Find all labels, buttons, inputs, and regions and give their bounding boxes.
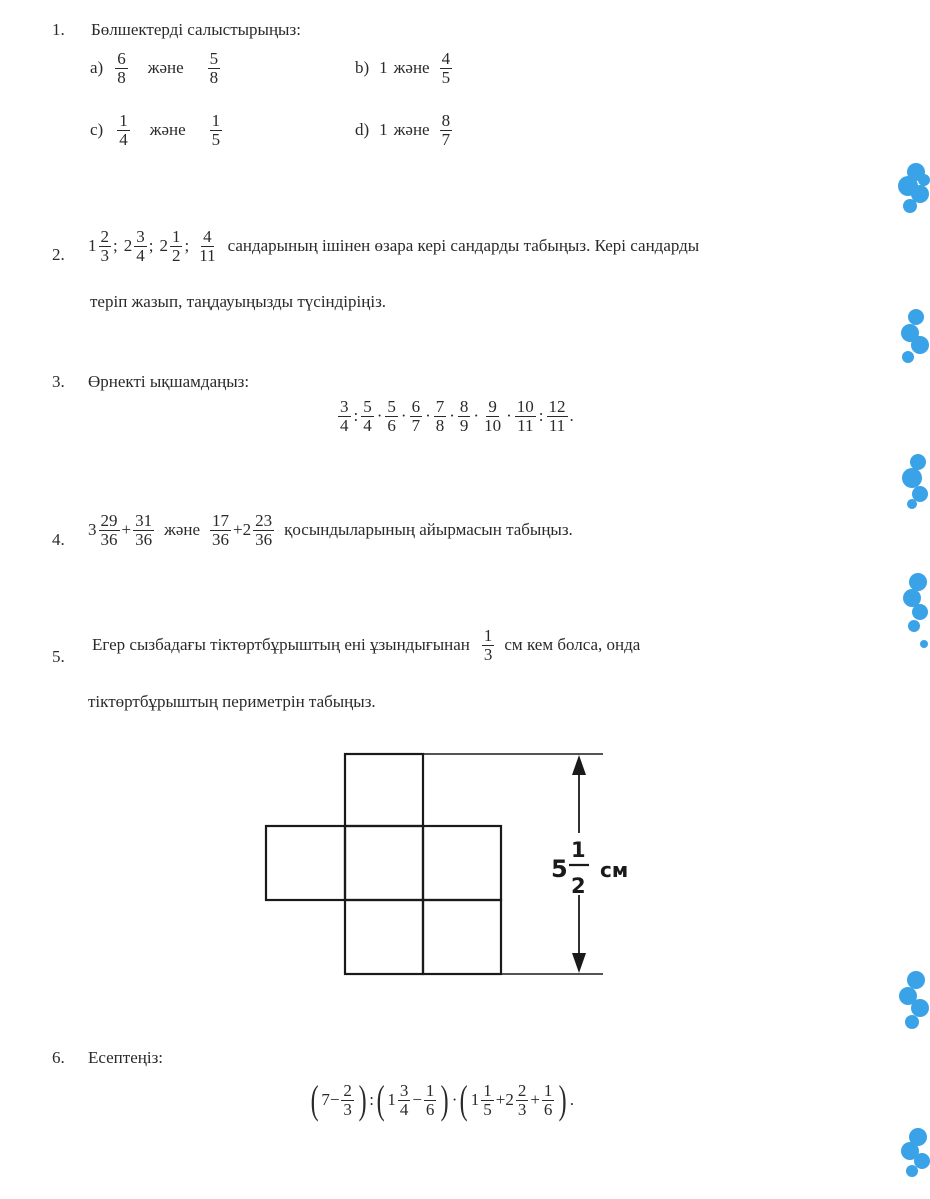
problem-5-text-3: тіктөртбұрыштың периметрін табыңыз.	[88, 692, 376, 711]
fraction: $\frac{1}{5}$	[483, 1080, 492, 1119]
fraction: $\frac{5}{6}$	[387, 397, 396, 435]
problem-1-title: Бөлшектерді салыстырыңыз:	[91, 20, 301, 39]
separator: ;	[184, 236, 190, 256]
problem-3-title: Өрнекті ықшамдаңыз:	[88, 372, 250, 391]
arrow-up	[572, 755, 586, 775]
fraction: $\frac{3}{4}$	[340, 397, 349, 435]
fraction: $\frac{2}{3}$	[517, 1080, 527, 1119]
dimension-unit: см	[600, 858, 629, 882]
whole-number: 2	[123, 236, 133, 256]
word-and: және	[393, 120, 430, 140]
operator: ·	[449, 406, 455, 426]
problem-2-text-2: теріп жазып, таңдауыңызды түсіндіріңіз.	[90, 292, 387, 311]
whole-number: 1	[387, 1090, 396, 1109]
word-and: және	[393, 58, 430, 78]
operator: ·	[376, 406, 383, 426]
dimension-denominator: 2	[571, 874, 586, 898]
fraction: $\frac{4}{11}$	[199, 227, 216, 265]
operator: +	[495, 1090, 506, 1109]
blue-blob-icon	[900, 570, 930, 654]
problem-6-number: 6.	[52, 1048, 65, 1067]
whole-number: 1	[379, 58, 388, 78]
separator: ;	[113, 236, 118, 256]
operator: −	[329, 1090, 340, 1109]
problem-5-text-2: см кем болса, онда	[504, 635, 641, 655]
blue-blob-icon	[896, 160, 930, 220]
dimension-whole: 5	[551, 855, 568, 883]
problem-1-item-d	[355, 112, 454, 149]
item-label: d)	[355, 120, 370, 140]
end-period: .	[569, 406, 574, 426]
operator: :	[538, 406, 544, 426]
fraction: $\frac{3}{4}$	[399, 1080, 409, 1119]
problem-2-text-1: сандарының ішінен өзара кері сандарды табыңыз. Кері сандарды	[227, 236, 700, 256]
fraction: $\frac{5}{4}$	[363, 397, 372, 435]
whole-number: 1	[470, 1090, 480, 1109]
whole-number: 3	[88, 520, 97, 540]
fraction: $\frac{12}{11}$	[548, 397, 566, 435]
problem-5-number: 5.	[52, 647, 65, 666]
word-and: және	[164, 520, 201, 540]
word-and: және	[147, 58, 184, 78]
operator: ·	[400, 406, 407, 426]
operator: +	[530, 1090, 540, 1109]
open-paren: (	[310, 1077, 319, 1122]
problem-4-number: 4.	[52, 530, 65, 549]
item-label: a)	[90, 58, 104, 78]
blue-blob-icon	[898, 305, 930, 367]
number: 7	[321, 1090, 330, 1109]
separator: ;	[148, 236, 154, 256]
problem-5-text-1: Егер сызбадағы тіктөртбұрыштың ені ұзындығынан	[92, 635, 470, 655]
problem-6-expression	[308, 1077, 574, 1122]
fraction: $\frac{1}{3}$	[483, 626, 493, 664]
whole-number: 2	[242, 520, 252, 540]
fraction: $\frac{7}{8}$	[435, 397, 445, 435]
fraction: $\frac{2}{3}$	[343, 1080, 352, 1119]
operator: ·	[506, 406, 512, 426]
fraction: $\frac{4}{5}$	[441, 49, 451, 87]
fraction: $\frac{23}{36}$	[255, 511, 273, 549]
close-paren: )	[441, 1077, 450, 1122]
fraction: $\frac{9}{10}$	[484, 397, 502, 435]
close-paren: )	[559, 1077, 568, 1122]
whole-number: 1	[379, 120, 388, 140]
open-paren: (	[376, 1077, 385, 1122]
fraction: $\frac{6}{8}$	[117, 49, 126, 87]
fraction: $\frac{5}{8}$	[209, 49, 219, 87]
operator: :	[353, 406, 359, 426]
item-label: b)	[355, 58, 370, 78]
blue-blob-icon	[898, 1125, 930, 1181]
problem-3-expression	[336, 398, 574, 435]
open-paren: (	[460, 1077, 469, 1122]
dimension-numerator: 1	[571, 838, 586, 862]
operator: −	[412, 1090, 422, 1109]
fraction: $\frac{1}{6}$	[425, 1080, 435, 1119]
arrow-down	[572, 953, 586, 973]
problem-1-item-a	[90, 50, 222, 87]
whole-number: 1	[88, 236, 97, 256]
whole-number: 2	[159, 236, 168, 256]
problem-2-line-1	[88, 228, 699, 265]
end-period: .	[569, 1090, 574, 1109]
fraction: $\frac{29}{36}$	[100, 511, 118, 549]
problem-4-expression	[88, 512, 573, 549]
problem-4-text: қосындыларының айырмасын табыңыз.	[284, 520, 573, 540]
fraction: $\frac{31}{36}$	[135, 511, 153, 549]
operator: ·	[425, 406, 431, 426]
problem-6-title: Есептеңіз:	[88, 1048, 164, 1067]
problem-1-number: 1.	[52, 20, 65, 39]
problem-1-item-b	[355, 50, 454, 87]
operator: +	[121, 520, 132, 540]
fraction: $\frac{3}{4}$	[136, 227, 145, 265]
fraction: $\frac{1}{2}$	[171, 227, 181, 265]
operator: ·	[451, 1090, 458, 1109]
fraction: $\frac{2}{3}$	[100, 227, 109, 265]
blue-blob-icon	[898, 968, 930, 1034]
fraction: $\frac{6}{7}$	[411, 397, 421, 435]
whole-number: 2	[505, 1090, 514, 1109]
cross-shape-figure	[255, 745, 675, 985]
fraction: $\frac{8}{9}$	[459, 397, 469, 435]
fraction: $\frac{10}{11}$	[516, 397, 534, 435]
problem-5-line-1	[92, 627, 640, 664]
fraction: $\frac{1}{5}$	[211, 111, 221, 149]
item-label: c)	[90, 120, 104, 140]
operator: ·	[473, 406, 480, 426]
operator: +	[233, 520, 243, 540]
fraction: $\frac{17}{36}$	[212, 511, 230, 549]
fraction: $\frac{8}{7}$	[441, 111, 451, 149]
close-paren: )	[358, 1077, 367, 1122]
problem-2-number: 2.	[52, 245, 65, 264]
fraction: $\frac{1}{6}$	[543, 1080, 553, 1119]
problem-1-item-c	[90, 112, 224, 149]
operator: :	[369, 1090, 374, 1109]
fraction: $\frac{1}{4}$	[119, 111, 128, 149]
blue-blob-icon	[900, 450, 930, 512]
problem-3-number: 3.	[52, 372, 65, 391]
word-and: және	[149, 120, 186, 140]
